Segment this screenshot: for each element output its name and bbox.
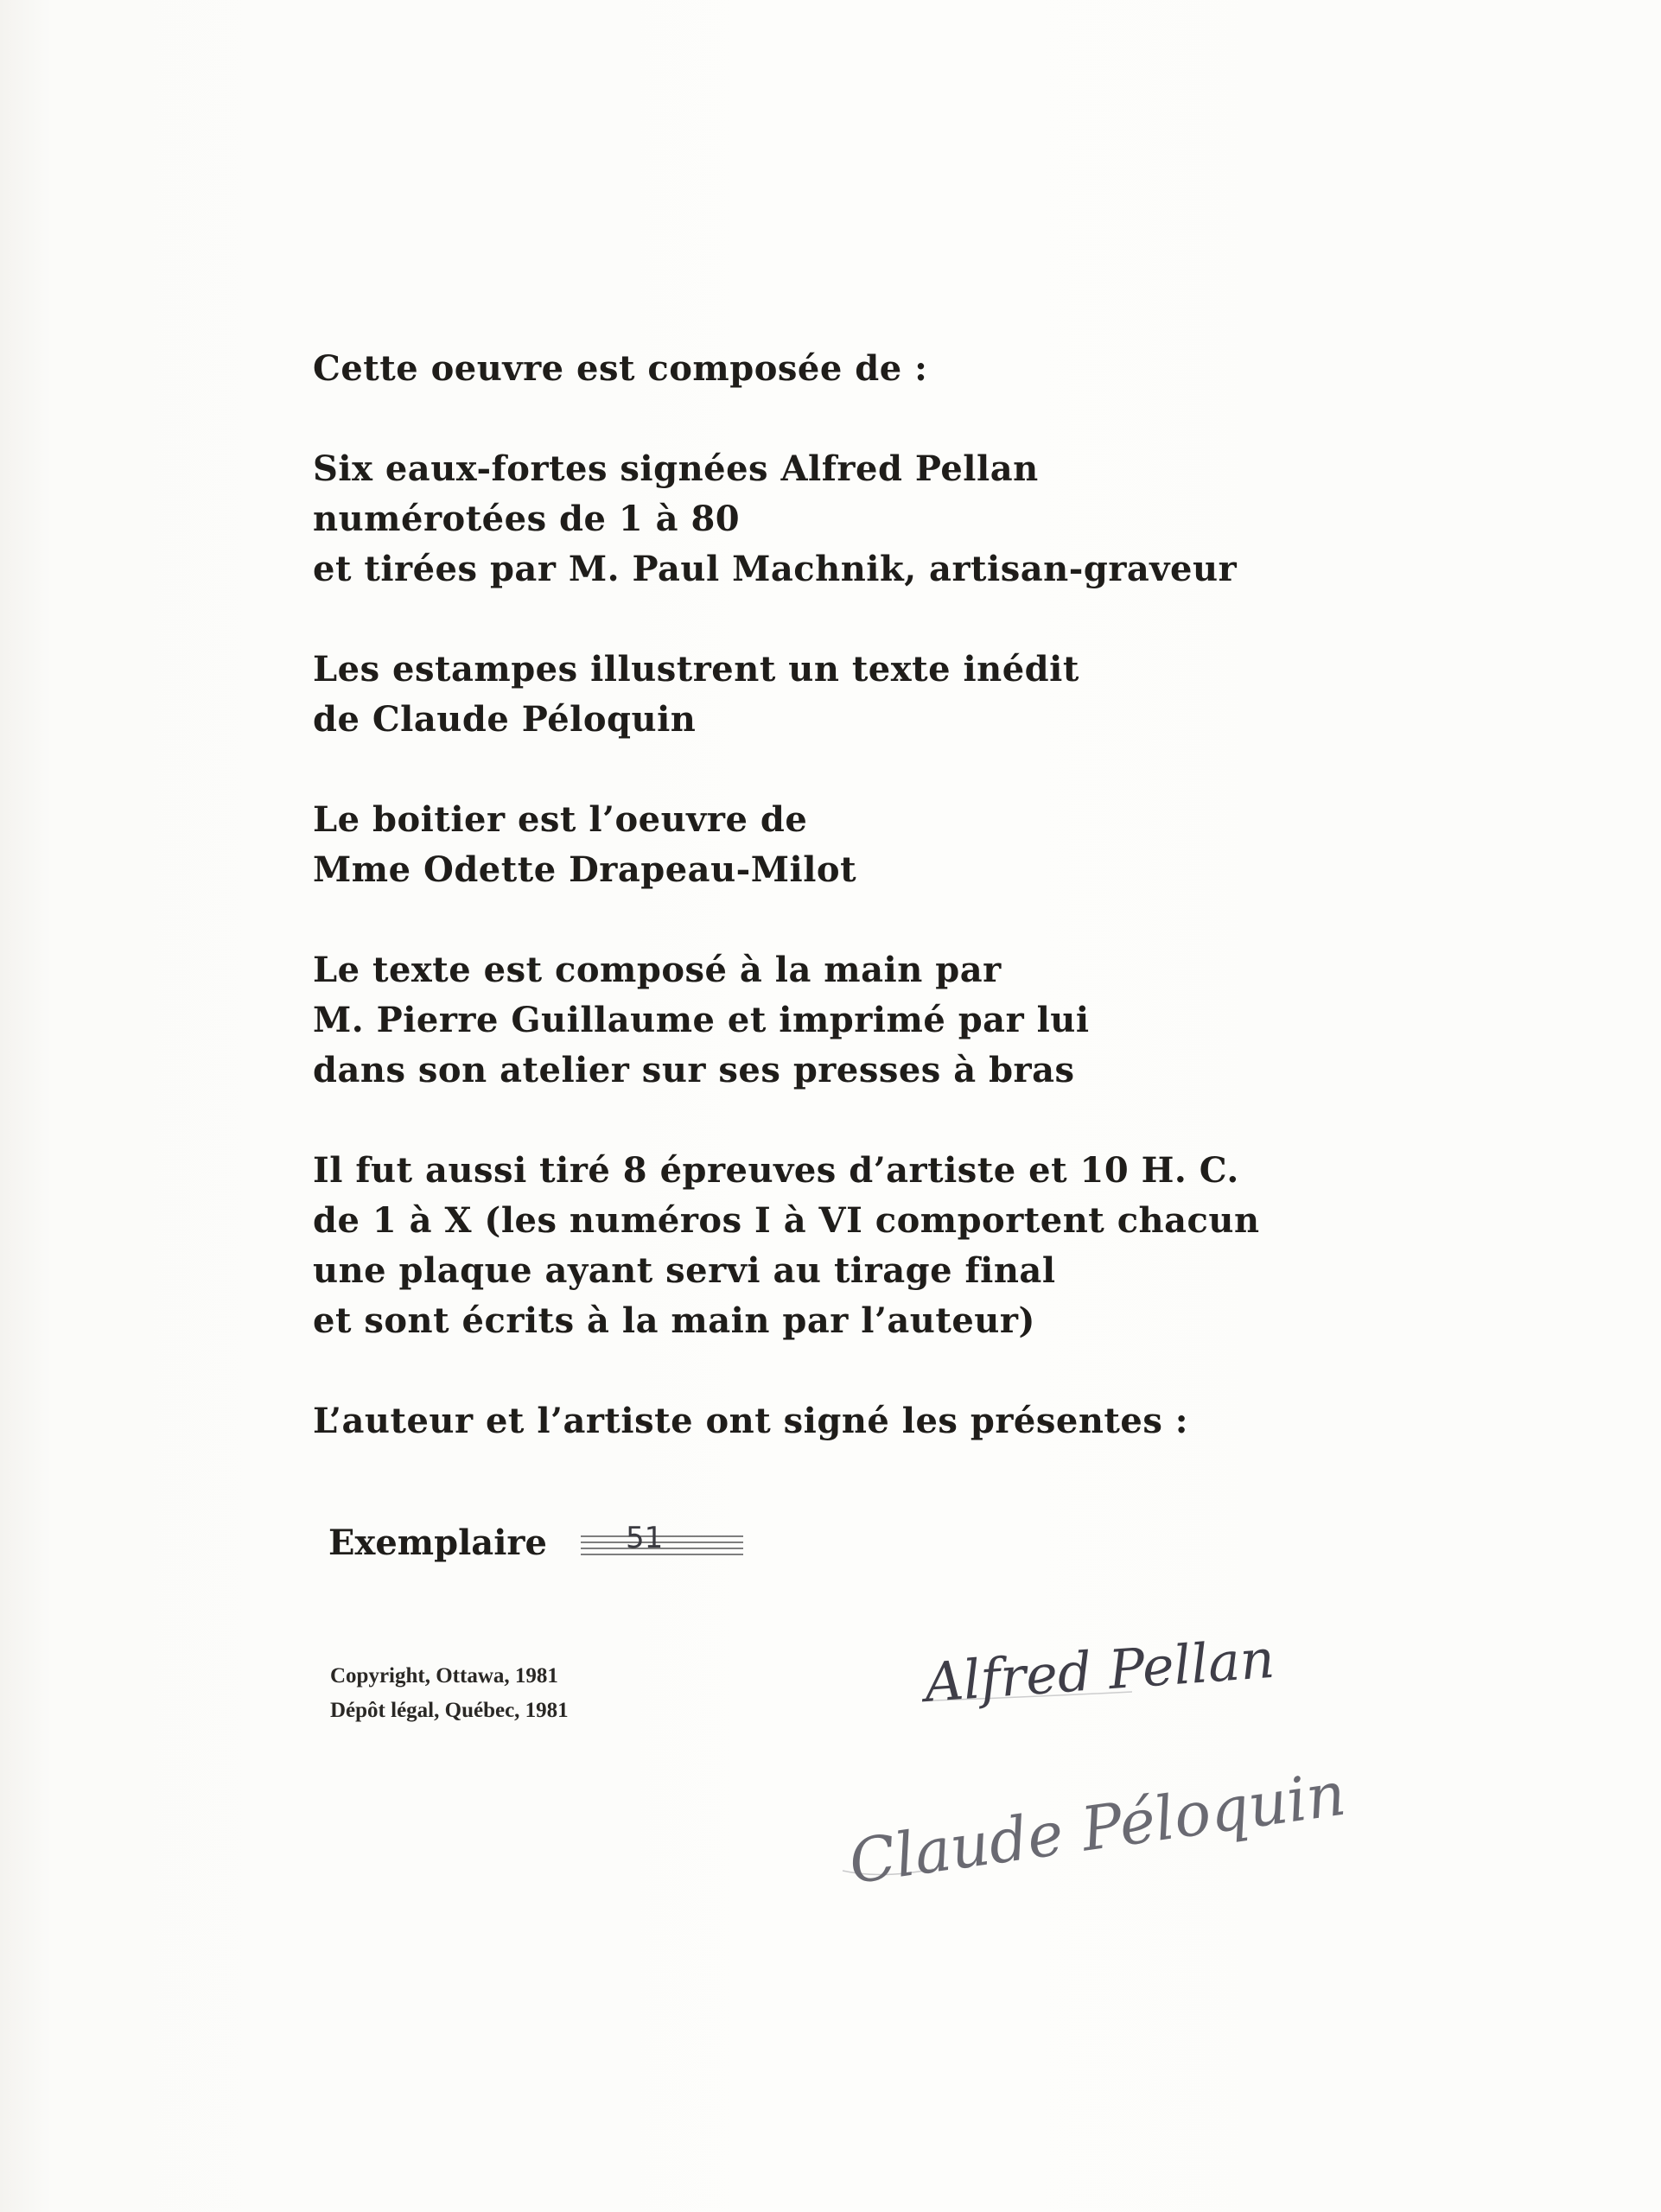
text-line: Les estampes illustrent un texte inédit [313, 649, 1079, 690]
legal-notice [330, 1659, 569, 1728]
exemplaire-number: 51 [626, 1521, 664, 1555]
exemplaire-number-field [581, 1521, 743, 1562]
paragraph-box [313, 795, 1523, 895]
text-line: et sont écrits à la main par l’auteur) [313, 1300, 1035, 1341]
exemplaire-label: Exemplaire [328, 1522, 547, 1563]
text-line: L’auteur et l’artiste ont signé les présentes : [313, 1401, 1189, 1441]
text-line: et tirées par M. Paul Machnik, artisan-graveur [313, 549, 1238, 589]
colophon-body [313, 344, 1523, 1446]
paragraph-signed [313, 1396, 1523, 1446]
heading-line: Cette oeuvre est composée de : [313, 348, 928, 389]
text-line: dans son atelier sur ses presses à bras [313, 1050, 1075, 1090]
text-line: Six eaux-fortes signées Alfred Pellan [313, 448, 1039, 489]
artist-signature [907, 1614, 1340, 1735]
legal-deposit-line: Dépôt légal, Québec, 1981 [330, 1699, 569, 1722]
artist-signature-text: Alfred Pellan [922, 1626, 1277, 1714]
author-signature [830, 1750, 1350, 1905]
author-signature-text: Claude Péloquin [844, 1758, 1350, 1898]
text-line: de Claude Péloquin [313, 699, 697, 740]
paragraph-etchings [313, 444, 1523, 594]
paragraph-prints [313, 645, 1523, 745]
copyright-line: Copyright, Ottawa, 1981 [330, 1664, 558, 1688]
paragraph-proofs [313, 1146, 1523, 1346]
text-line: numérotées de 1 à 80 [313, 499, 741, 539]
text-line: Le texte est composé à la main par [313, 950, 1002, 990]
text-line: M. Pierre Guillaume et imprimé par lui [313, 1000, 1090, 1040]
text-line: Le boitier est l’oeuvre de [313, 799, 808, 840]
text-line: de 1 à X (les numéros I à VI comportent chacun [313, 1200, 1260, 1241]
paragraph-typesetting [313, 945, 1523, 1096]
text-line: Il fut aussi tiré 8 épreuves d’artiste et 10 H. C. [313, 1150, 1239, 1191]
text-line: Mme Odette Drapeau-Milot [313, 849, 857, 890]
text-line: une plaque ayant servi au tirage final [313, 1250, 1056, 1291]
